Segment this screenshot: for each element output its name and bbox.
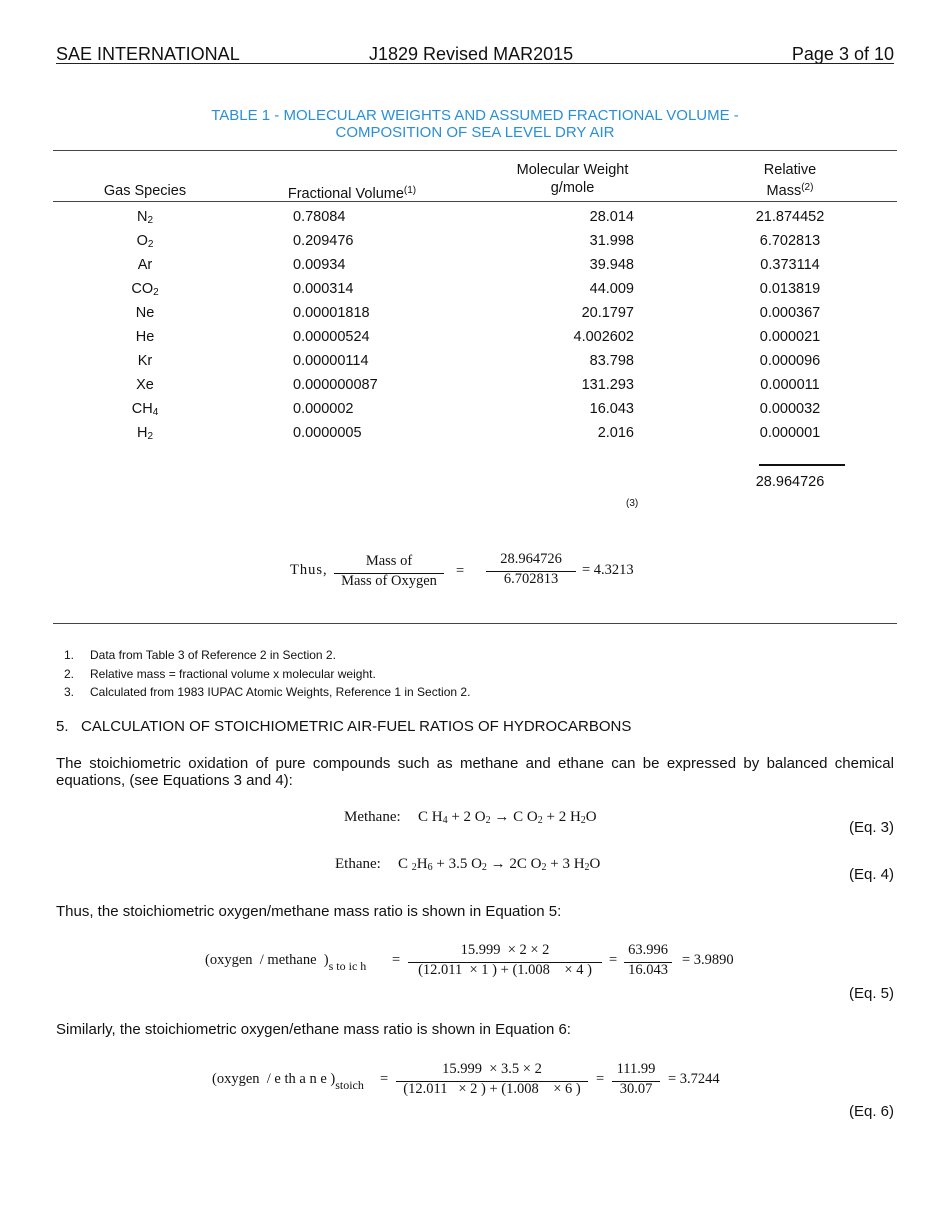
gas-symbol: Ne (135, 305, 155, 321)
gas-symbol: Ar (137, 257, 153, 273)
section-paragraph-1: The stoichiometric oxidation of pure compounds such as methane and ethane can be expressed by balanced chemical equations, (see Equations 3 and 4): (56, 755, 894, 789)
fractional-volume-cell: 0.000314 (293, 281, 354, 297)
footnote-2-text: Relative mass = fractional volume x molecular weight. (90, 667, 376, 681)
col-header-gas: Gas Species (103, 183, 187, 199)
ratio-denominator-value: 6.702813 (503, 571, 559, 587)
relative-mass-cell: 0.000021 (759, 329, 821, 345)
table-title-line2: COMPOSITION OF SEA LEVEL DRY AIR (335, 124, 615, 141)
eq4-label: Ethane: (335, 856, 381, 872)
gas-symbol: He (135, 329, 155, 345)
gas-subscript: 4 (152, 407, 159, 418)
gas-subscript: 2 (147, 215, 154, 226)
eq3-tag: (Eq. 3) (848, 819, 894, 836)
relative-mass-cell: 21.874452 (755, 209, 825, 225)
fractional-volume-cell: 0.78084 (293, 209, 346, 225)
section-paragraph-3: Similarly, the stoichiometric oxygen/ethane mass ratio is shown in Equation 6: (56, 1021, 571, 1038)
relative-mass-cell: 0.000001 (759, 425, 821, 441)
col-header-fraction: Fractional Volume$^{(1)}$ (287, 185, 417, 202)
eq6-denominator-value: 30.07 (619, 1081, 653, 1097)
gas-subscript: 2 (147, 431, 154, 442)
eq6-equals-2: = (596, 1071, 605, 1087)
col-header-rel-line2: Mass$^{(2)}$ (766, 182, 814, 199)
eq6-tag: (Eq. 6) (848, 1103, 894, 1120)
relative-mass-cell: 0.000096 (759, 353, 821, 369)
fractional-volume-cell: 0.00001818 (293, 305, 370, 321)
fractional-volume-cell: 0.000000087 (293, 377, 378, 393)
eq3-label: Methane: (344, 809, 401, 825)
col-header-mw-line1: Molecular Weight (516, 162, 629, 178)
relative-mass-cell: 0.000011 (760, 377, 820, 393)
eq6-lhs: (oxygen / e th a n e )$_{stoich}$ (212, 1071, 364, 1092)
relative-mass-cell: 0.000367 (759, 305, 821, 321)
ratio-numerator: Mass of (365, 553, 413, 569)
section-paragraph-2: Thus, the stoichiometric oxygen/methane mass ratio is shown in Equation 5: (56, 903, 562, 920)
eq5-equals-2: = (609, 952, 618, 968)
gas-symbol: Kr (137, 353, 153, 369)
eq5-equals-1: = (392, 952, 401, 968)
molecular-weight-cell: 4.002602 (573, 329, 634, 345)
gas-subscript: 2 (153, 287, 159, 298)
footnote-3-text: Calculated from 1983 IUPAC Atomic Weights, Reference 1 in Section 2. (90, 685, 471, 699)
eq3-formula: C $H_4 + 2$ $O_2 \to C$ $O_2 + 2$ $H_2O$ (418, 809, 597, 826)
eq5-lhs: (oxygen / methane )$_{s to ic h}$ (205, 952, 367, 973)
eq6-result: = 3.7244 (668, 1071, 720, 1087)
molecular-weight-cell: 20.1797 (581, 305, 634, 321)
relative-mass-cell: 0.373114 (760, 257, 820, 273)
gas-symbol: Xe (136, 377, 154, 393)
col-header-rel-line1: Relative (763, 162, 817, 178)
col-header-mw-line2: g/mole (550, 180, 595, 196)
table-bottom-rule (53, 623, 897, 624)
fractional-volume-cell: 0.00934 (293, 257, 346, 273)
footnote-2-number: 2. (64, 667, 75, 681)
eq5-result: = 3.9890 (682, 952, 734, 968)
ratio-equals: = (456, 563, 465, 579)
eq4-formula: C $_2H_6 + 3.5$ $O_2 \to 2C$ $O_2 + 3$ $H_2O$ (398, 856, 601, 873)
molecular-weight-cell: 31.998 (589, 233, 634, 249)
fractional-volume-cell: 0.00000524 (293, 329, 370, 345)
table-header-rule (53, 201, 897, 202)
molecular-weight-cell: 83.798 (589, 353, 634, 369)
gas-symbol: O (136, 233, 148, 249)
molecular-weight-cell: 39.948 (589, 257, 634, 273)
fractional-volume-cell: 0.00000114 (293, 353, 369, 369)
eq5-denominator-value: 16.043 (628, 962, 668, 978)
gas-symbol: CH (131, 401, 153, 417)
eq6-numerator: 15.999 × 3.5 × 2 (442, 1061, 542, 1077)
table-top-rule (53, 150, 897, 151)
fractional-volume-cell: 0.209476 (293, 233, 354, 249)
header-page-number: Page 3 of 10 (791, 44, 894, 64)
relative-mass-cell: 0.013819 (759, 281, 821, 297)
table-title-line1: TABLE 1 - MOLECULAR WEIGHTS AND ASSUMED FRACTIONAL VOLUME - (211, 107, 739, 124)
eq6-equals-1: = (380, 1071, 389, 1087)
gas-symbol: H (136, 425, 148, 441)
eq5-denominator: (12.011 × 1 ) + (1.008 × 4 ) (418, 962, 592, 978)
ratio-numerator-value: 28.964726 (500, 551, 562, 567)
total-rule (759, 464, 845, 466)
header-doc-id: J1829 Revised MAR2015 (369, 44, 574, 64)
ratio-thus: Thus, (290, 562, 328, 578)
gas-symbol: N (136, 209, 148, 225)
eq5-numerator-value: 63.996 (628, 942, 668, 958)
molecular-weight-cell: 28.014 (589, 209, 634, 225)
molecular-weight-cell: 16.043 (589, 401, 634, 417)
eq5-tag: (Eq. 5) (848, 985, 894, 1002)
footnote-1-text: Data from Table 3 of Reference 2 in Section 2. (90, 648, 336, 662)
section-heading: 5. CALCULATION OF STOICHIOMETRIC AIR-FUEL RATIOS OF HYDROCARBONS (56, 718, 632, 735)
eq5-numerator: 15.999 × 2 × 2 (460, 942, 550, 958)
gas-subscript: 2 (147, 239, 154, 250)
total-relative-mass: 28.964726 (755, 474, 825, 490)
ratio-denominator: Mass of Oxygen (341, 573, 437, 589)
gas-species-cell (60, 421, 230, 449)
molecular-weight-cell: 44.009 (589, 281, 634, 297)
footnote-1-number: 1. (64, 648, 75, 662)
ratio-result: = 4.3213 (582, 562, 634, 578)
total-footnote-ref: (3) (626, 498, 639, 509)
footnote-3-number: 3. (64, 685, 75, 699)
gas-symbol: CO (131, 281, 154, 297)
eq6-numerator-value: 111.99 (616, 1061, 656, 1077)
fractional-volume-cell: 0.0000005 (293, 425, 362, 441)
molecular-weight-cell: 131.293 (581, 377, 634, 393)
fractional-volume-cell: 0.000002 (293, 401, 354, 417)
relative-mass-cell: 6.702813 (759, 233, 821, 249)
eq6-denominator: (12.011 × 2 ) + (1.008 × 6 ) (403, 1081, 581, 1097)
eq4-tag: (Eq. 4) (848, 866, 894, 883)
header-org: SAE INTERNATIONAL (56, 44, 240, 64)
header-rule (56, 63, 894, 64)
relative-mass-cell: 0.000032 (759, 401, 821, 417)
molecular-weight-cell: 2.016 (597, 425, 634, 441)
